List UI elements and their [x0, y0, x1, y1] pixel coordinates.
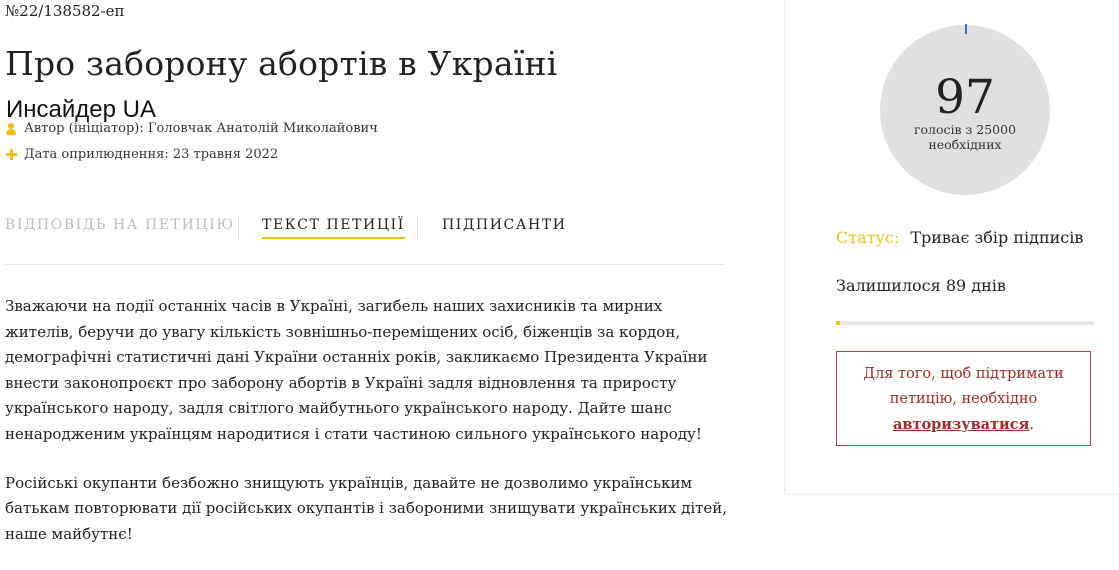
petition-text: [5, 294, 735, 570]
date-text: Дата оприлюднення: 23 травня 2022: [24, 147, 279, 162]
tab-divider: [417, 215, 418, 239]
petition-paragraph: Російські окупанти безбожно знищують українців, давайте не дозволимо українським батькам повторювати дії російських окупантів і забороними знищувати українських дітей, наше майбутнє!: [5, 473, 728, 543]
status-row: [836, 228, 1083, 247]
signature-progress-fill: [836, 321, 840, 325]
tab-signers[interactable]: ПІДПИСАНТИ: [442, 217, 567, 233]
vote-counter: [880, 25, 1050, 195]
signature-progress-bar: [836, 321, 1094, 325]
watermark-label: Инсайдер UA: [6, 96, 156, 123]
petition-paragraph: Зважаючи на події останніх часів в Україні, загибель наших захисників та мирних жителів, беручи до увагу кількість зовнішньо-переміщених осіб, біженців за кордон, демографічні статистичні дані України останніх років, закликаємо Президента України внести законопроєкт про заборону абортів в Україні задля відновлення та приросту українського народу, задля світлого майбутнього українського народу. Дайте шанс ненародженим українцям народитися і стати частиною сильного українського народу!: [5, 297, 708, 443]
auth-notice-text: Для того, щоб підтримати петицію, необхідно: [863, 366, 1064, 407]
author-text: Автор (ініціатор): Головчак Анатолій Миколайович: [24, 121, 378, 136]
petition-tabs: [0, 212, 724, 242]
user-icon: [5, 122, 17, 136]
status-value: Триває збір підписів: [910, 228, 1084, 247]
date-row: [5, 147, 278, 162]
petition-number: №22/138582-еп: [5, 2, 125, 20]
petition-sidebar: [784, 0, 1119, 495]
author-row: [5, 121, 378, 136]
auth-notice-period: .: [1029, 417, 1034, 433]
tab-divider: [238, 215, 239, 239]
auth-notice: [836, 351, 1091, 446]
content-divider: [5, 264, 724, 265]
tab-petition-text[interactable]: ТЕКСТ ПЕТИЦІЇ: [262, 217, 405, 239]
plus-icon: [5, 148, 17, 162]
days-left: Залишилося 89 днів: [836, 276, 1006, 295]
auth-link[interactable]: авторизуватися: [893, 416, 1030, 433]
tab-response[interactable]: ВІДПОВІДЬ НА ПЕТИЦІЮ: [5, 217, 235, 233]
status-label: Статус:: [836, 228, 900, 247]
vote-count: 97: [935, 70, 995, 125]
vote-caption: голосів з 25000 необхідних: [913, 122, 1017, 152]
page-title: Про заборону абортів в Україні: [5, 44, 558, 83]
vote-progress-tick: [965, 24, 967, 34]
